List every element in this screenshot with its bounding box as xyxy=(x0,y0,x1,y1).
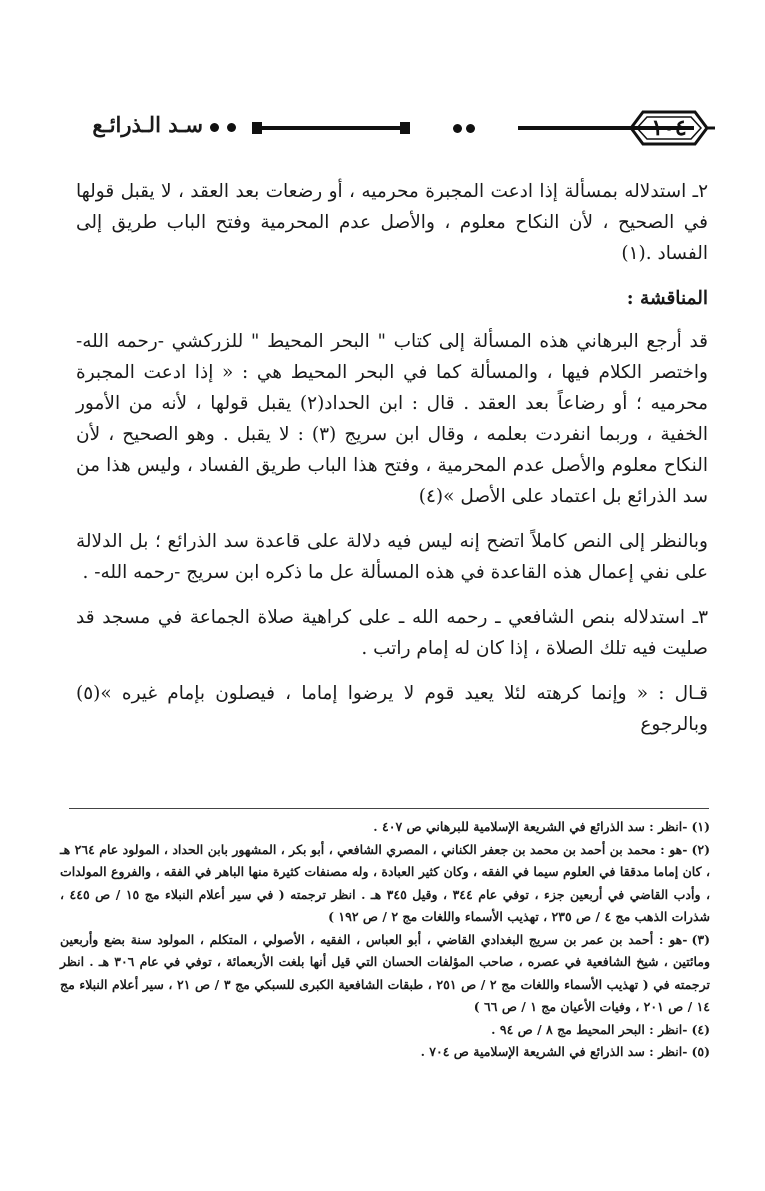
dot-icon xyxy=(466,124,475,133)
footnote-text: -هو : أحمد بن عمر بن سريج البغدادي القاضي ، أبو العباس ، الفقيه ، الأصولي ، المتكلم ، المولود سنة بضع وأربعين ومائتين ، شيخ الشافعية في عصره ، صاحب المؤلفات الحسان التي قيل أنها بلغت الأربعمائة ، توفي في عام ٣٠٦ هـ . انظر ترجمته في ( تهذيب الأسماء واللغات مج ٢ / ص ٢٥١ ، طبقات الشافعية الكبرى للسبكي مج ٣ / ص ٢١ ، سير أعلام النبلاء مج ١٤ / ص ٢٠١ ، وفيات الأعيان مج ١ / ص ٦٦ ) xyxy=(60,931,711,1014)
footnote-number: (٥) xyxy=(691,1044,710,1059)
footnote xyxy=(60,839,710,929)
footnote xyxy=(60,1019,710,1042)
header-rule-cap xyxy=(252,122,262,134)
running-header xyxy=(70,108,715,148)
page-number-emblem xyxy=(623,108,715,148)
dot-icon xyxy=(227,123,236,132)
footnote-text: -انظر : سد الذرائع في الشريعة الإسلامية ص ٧٠٤ . xyxy=(420,1044,688,1059)
section-heading: المناقشة : xyxy=(626,288,708,309)
main-text xyxy=(76,176,708,754)
paragraph: ٣ـ استدلاله بنص الشافعي ـ رحمه الله ـ على كراهية صلاة الجماعة في مسجد قد صليت فيه تلك الصلاة ، إذا كان له إمام راتب . xyxy=(76,607,708,659)
running-title: سـد الـذرائـع xyxy=(92,112,203,137)
paragraph: ٢ـ استدلاله بمسألة إذا ادعت المجبرة محرميه ، أو رضعات بعد العقد ، لا يقبل قولها في الصحيح ، لأن النكاح معلوم ، والأصل عدم المحرمية وفتح الباب طريق إلى الفساد .(١) xyxy=(76,181,708,264)
dot-icon xyxy=(453,124,462,133)
paragraph: قـال : « وإنما كرهته لئلا يعيد قوم لا يرضوا إماما ، فيصلون بإمام غيره »(٥) وبالرجوع xyxy=(76,683,708,735)
footnotes xyxy=(60,816,710,1064)
footnote xyxy=(60,929,710,1019)
footnote-text: -انظر : البحر المحيط مج ٨ / ص ٩٤ . xyxy=(491,1021,688,1037)
footnote-number: (٢) xyxy=(691,841,710,857)
footnote-separator xyxy=(69,808,709,809)
paragraph: قد أرجع البرهاني هذه المسألة إلى كتاب " البحر المحيط " للزركشي -رحمه الله- واختصر الكلام فيها ، والمسألة كما في البحر المحيط هي : « إذا ادعت المجبرة محرميه ؛ أو رضاعاً بعد العقد . قال : ابن الحداد(٢) يقبل قولها ، لأنه من الأمور الخفية ، وربما انفردت بعلمه ، وقال ابن سريج (٣) : لا يقبل . وهو الصحيح ، لأن النكاح معلوم والأصل عدم المحرمية ، وفتح هذا الباب طريق الفساد ، وليس هذا من سد الذرائع بل اعتماد على الأصل »(٤) xyxy=(76,331,709,507)
footnote-number: (٣) xyxy=(691,931,710,947)
header-dots-middle xyxy=(414,116,514,140)
footnote-text: -هو : محمد بن أحمد بن محمد بن جعفر الكناني ، المصري الشافعي ، أبو بكر ، المشهور بابن الحداد ، المولود عام ٢٦٤ هـ ، كان إماما مدققا في العلوم سيما في الفقه ، وكان كثير العبادة ، وله مصنفات كثيرة منها الباهر في الفقه ، والفروع المولدات ، وأدب القاضي في أربعين جزء ، توفي عام ٣٤٤ ، وقيل ٣٤٥ هـ . انظر ترجمته ( في سير أعلام النبلاء مج ١٥ / ص ٤٤٥ ، شذرات الذهب مج ٤ / ص ٢٣٥ ، تهذيب الأسماء واللغات مج ٢ / ص ١٩٢ ) xyxy=(60,841,711,924)
footnote-number: (١) xyxy=(691,819,710,834)
header-rule-cap xyxy=(400,122,410,134)
footnote xyxy=(60,1041,710,1064)
paragraph: وبالنظر إلى النص كاملاً اتضح إنه ليس فيه دلالة على قاعدة سد الذرائع ؛ بل الدلالة على نفي إعمال هذه القاعدة في هذه المسألة عل ما ذكره ابن سريج -رحمه الله- . xyxy=(76,531,708,583)
footnote-number: (٤) xyxy=(691,1021,710,1037)
dot-icon xyxy=(210,123,219,132)
footnote-text: -انظر : سد الذرائع في الشريعة الإسلامية للبرهاني ص ٤٠٧ . xyxy=(373,819,688,834)
header-rule-left xyxy=(256,126,406,130)
header-title xyxy=(76,112,252,142)
footnote xyxy=(60,816,710,839)
page-number: ١٠٤ xyxy=(651,115,687,141)
